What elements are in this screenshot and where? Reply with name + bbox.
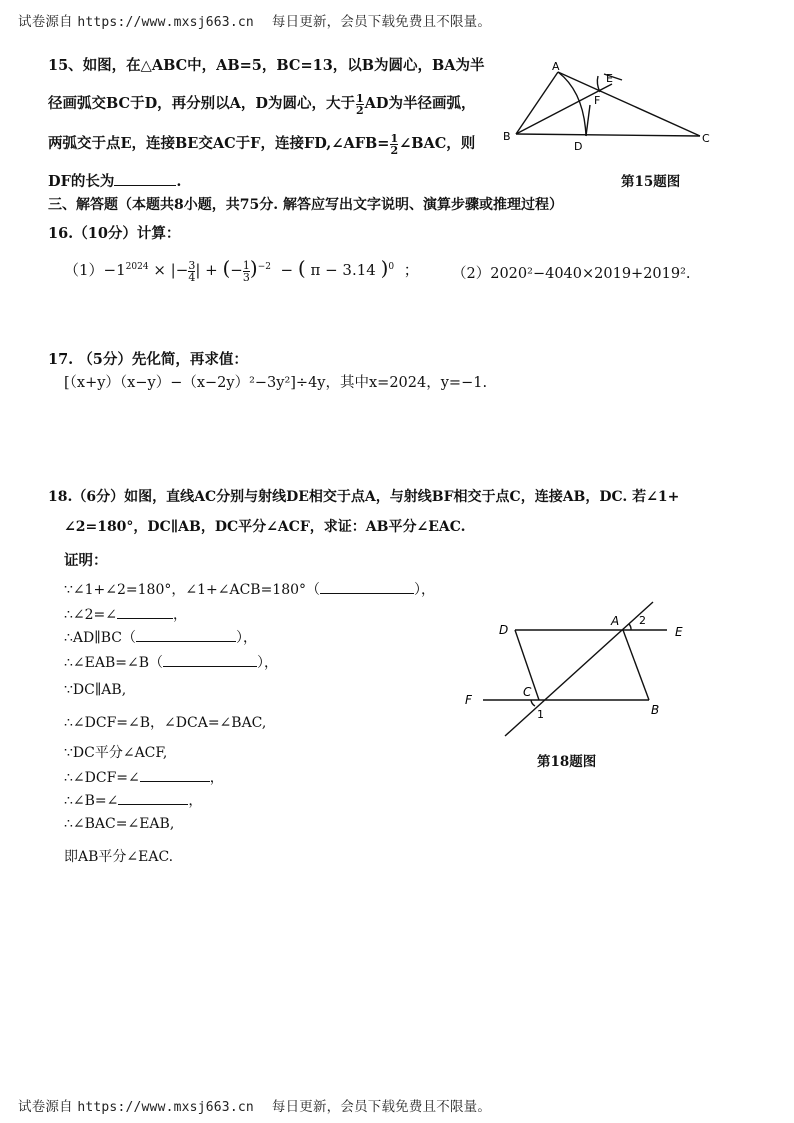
q15-label-a: A xyxy=(552,60,560,73)
q16-part2: （2）2020²−4040×2019+2019². xyxy=(452,266,691,282)
q18-blank-1[interactable] xyxy=(320,579,414,594)
q18-label-a: A xyxy=(611,614,620,628)
q15-text-line2b: AD为半径画弧， xyxy=(364,95,476,112)
q18-step-7: ∵DC平分∠ACF, xyxy=(64,745,168,761)
q16-part1: $(1)-1^{2024}$ × |− $\frac{3}{4}$ | + (− $\frac{1}{3}$ )$^{-2}$ − ( π − 3.14 )$^0$ ； xyxy=(64,256,419,284)
q18-label-d: D xyxy=(499,623,509,637)
q18-step-4: ∴∠EAB=∠B（ ）， xyxy=(64,652,278,672)
q15-fraction-half: $\frac{1}{2}$ xyxy=(355,91,364,117)
q15-figure-caption: 第15题图 xyxy=(621,174,681,190)
arc-ad xyxy=(558,72,586,136)
q15-line2 xyxy=(48,92,475,116)
q18-step-5: ∵DC∥AB, xyxy=(64,682,127,698)
q15-label-e: E xyxy=(606,72,613,85)
q16-exp-neg2: −2 xyxy=(257,262,271,272)
q18-label-1: 1 xyxy=(537,708,544,721)
q15-line1 xyxy=(48,54,485,75)
q15-text-line4: DF的长为 xyxy=(48,173,115,190)
q18-step-3: ∴AD∥BC（ ）， xyxy=(64,627,257,647)
q16-exp-2024: 2024 xyxy=(125,262,149,272)
segment-be xyxy=(516,84,612,134)
q15-text-line3b: ∠BAC，则 xyxy=(399,135,476,152)
q18-figure xyxy=(455,596,705,746)
q18-blank-6[interactable] xyxy=(118,790,188,805)
q15-text-line3a: 两弧交于点E，连接BE交AC于F，连接FD,∠AFB= xyxy=(48,135,390,152)
q18-step-10: ∴∠BAC=∠EAB, xyxy=(64,816,175,832)
q15-label-d: D xyxy=(574,140,583,153)
q18-proof-label: 证明： xyxy=(64,552,108,569)
q18-blank-4[interactable] xyxy=(163,652,257,667)
section3-title: 三、解答题（本题共8小题，共75分. 解答应写出文字说明、演算步骤或推理过程） xyxy=(48,197,563,213)
q18-label-c: C xyxy=(523,685,532,699)
line-ac xyxy=(505,602,653,736)
q16-pi-expr: π − 3.14 xyxy=(310,261,376,279)
q18-label-2: 2 xyxy=(639,614,646,627)
segment-fd xyxy=(586,105,590,136)
footer-url[interactable]: https://www.mxsj663.cn xyxy=(77,1100,254,1115)
q18-figure-caption: 第18题图 xyxy=(537,754,597,770)
angle-1-arc xyxy=(531,700,535,706)
q18-label-e: E xyxy=(675,625,683,639)
q16-title: 16.（10分）计算： xyxy=(48,225,181,242)
page-footer xyxy=(18,1095,491,1115)
q18-label-f: F xyxy=(465,693,472,707)
page-header xyxy=(18,10,491,30)
q16-part1-label: （1） xyxy=(64,261,104,279)
segment-ab xyxy=(516,72,558,134)
q15-line3 xyxy=(48,132,475,156)
angle-2-arc xyxy=(629,624,631,630)
q15-answer-blank[interactable] xyxy=(114,171,176,186)
q17-expression: [（x+y）（x−y）−（x−2y）²−3y²]÷4y，其中x=2024，y=−1. xyxy=(64,375,488,391)
q18-step-1: ∵∠1+∠2=180°，∠1+∠ACB=180°（ ）， xyxy=(64,579,435,599)
q15-label-b: B xyxy=(503,130,511,143)
segment-bc xyxy=(516,134,700,136)
q15-figure xyxy=(500,58,720,158)
q16-frac-one-third: $\frac{1}{3}$ xyxy=(242,258,250,284)
q15-label-c: C xyxy=(702,132,710,145)
q17-title: 17. （5分）先化简，再求值： xyxy=(48,351,248,368)
segment-ac xyxy=(558,72,700,136)
q18-blank-2[interactable] xyxy=(117,604,173,619)
q18-step-8: ∴∠DCF=∠ ， xyxy=(64,767,224,787)
q15-line4: DF的长为 . xyxy=(48,173,182,190)
q18-step-2: ∴∠2=∠ ， xyxy=(64,604,187,624)
q18-step-9: ∴∠B=∠ ， xyxy=(64,790,202,810)
segment-ab xyxy=(623,630,649,700)
q18-label-b: B xyxy=(651,703,660,717)
q16-frac-three-quarters: $\frac{3}{4}$ xyxy=(188,258,196,284)
q15-fraction-half-2: $\frac{1}{2}$ xyxy=(390,131,399,157)
q18-step-6: ∴∠DCF=∠B，∠DCA=∠BAC, xyxy=(64,715,267,731)
q16-exp-0: 0 xyxy=(388,262,395,272)
q18-blank-3[interactable] xyxy=(136,627,236,642)
header-notice: 每日更新，会员下载免费且不限量。 xyxy=(271,14,492,30)
q15-text-line1: 如图，在△ABC中，AB=5，BC=13，以B为圆心，BA为半 xyxy=(82,57,485,74)
header-source-label: 试卷源自 xyxy=(18,14,73,30)
q18-line1: 18.（6分）如图，直线AC分别与射线DE相交于点A，与射线BF相交于点C，连接AB，DC. 若∠1+ xyxy=(48,489,680,505)
q15-number: 15、 xyxy=(48,57,83,74)
q18-line2: ∠2=180°，DC∥AB，DC平分∠ACF，求证：AB平分∠EAC. xyxy=(64,519,466,535)
q15-text-line2a: 径画弧交BC于D，再分别以A，D为圆心，大于 xyxy=(48,95,355,112)
footer-notice: 每日更新，会员下载免费且不限量。 xyxy=(271,1099,492,1115)
header-url[interactable]: https://www.mxsj663.cn xyxy=(77,15,254,30)
q18-blank-5[interactable] xyxy=(140,767,210,782)
footer-source-label: 试卷源自 xyxy=(18,1099,73,1115)
q15-label-f: F xyxy=(594,94,601,107)
q18-step-11: 即AB平分∠EAC. xyxy=(64,849,174,865)
